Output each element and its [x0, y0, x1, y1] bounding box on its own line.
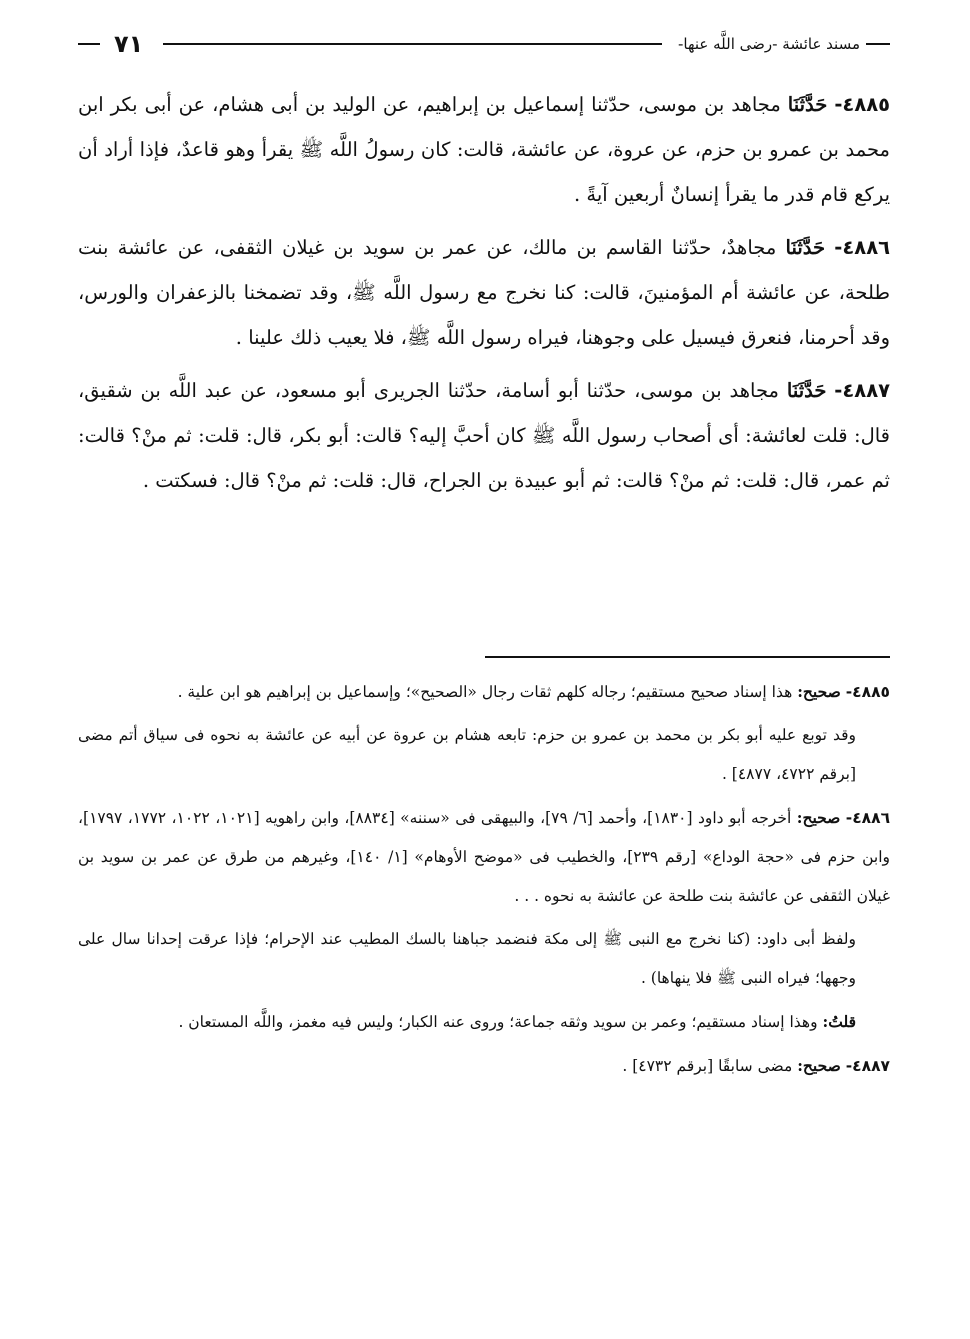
footnote-4886-comment	[78, 1002, 890, 1042]
footnote-4885	[78, 672, 890, 712]
footnote-text: أخرجه أبو داود [١٨٣٠]، وأحمد [٦/ ٧٩]، والبيهقى فى «سننه» [٨٨٣٤]، وابن راهويه [١٠٢١، ١٠٢٢، ١٧٧٢، ١٧٩٧]، وابن حزم فى «حجة الوداع» [رقم ٢٣٩]، والخطيب فى «موضح الأوهام» [١/ ١٤٠]، وغيرهم من طرق عن عمر بن سويد بن غيلان الثقفى عن عائشة بنت طلحة عن عائشة به نحوه . . .	[78, 809, 890, 905]
footnote-grade: صحيح:	[797, 1056, 841, 1075]
footnote-4887	[78, 1046, 890, 1086]
footnote-4886-abu-dawud	[78, 920, 890, 998]
footnote-text: وهذا إسناد مستقيم؛ وعمر بن سويد وثقه جماعة؛ وروى عنه الكبار؛ وليس فيه مغمز، واللَّه المستعان .	[178, 1013, 818, 1031]
hadith-text: مجاهدٌ، حدّثنا القاسم بن مالك، عن عمر بن سويد بن غيلان الثقفى، عن عائشة بنت طلحة، عن عائشة أم المؤمنينَ، قالت: كنا نخرج مع رسول اللَّه ﷺ، وقد تضمخنا بالزعفران والورس، وقد أحرمنا، فنعرق فيسيل على وجوهنا، فيراه رسول اللَّه ﷺ، فلا يعيب ذلك علينا .	[78, 236, 890, 349]
footnote-text: ولفظ أبى داود: (كنا نخرج مع النبى ﷺ إلى مكة فنضمد جباهنا بالسك المطيب عند الإحرام؛ فإذا عرقت إحدانا سال على وجهها؛ فيراه النبى ﷺ فلا ينهاها) .	[78, 930, 856, 987]
footnote-number: ٤٨٨٧-	[845, 1057, 890, 1075]
footnote-text: مضى سابقًا [برقم ٤٧٣٢] .	[622, 1057, 793, 1075]
hadith-lead: حَدَّثَنَا	[786, 379, 827, 402]
footnote-separator	[485, 656, 890, 658]
header-title: مسند عائشة -رضى اللَّه عنها-	[677, 35, 860, 53]
page-number: ٧١	[114, 30, 144, 58]
hadith-number: ٤٨٨٥-	[834, 93, 891, 116]
footnote-text: هذا إسناد صحيح مستقيم؛ رجاله كلهم ثقات رجال «الصحيح»؛ وإسماعيل بن إبراهيم هو ابن علية .	[177, 683, 793, 701]
hadith-number: ٤٨٨٦-	[834, 236, 890, 259]
running-header	[78, 26, 890, 62]
footnote-grade: صحيح:	[797, 682, 841, 701]
footnotes	[78, 672, 890, 1090]
footnote-grade: صحيح:	[796, 808, 841, 827]
footnote-text: وقد توبع عليه أبو بكر بن محمد بن عمرو بن حزم: تابعه هشام بن عروة عن أبيه عن عائشة به نحوه فى سياق أتم مضى [برقم ٤٧٢٢، ٤٨٧٧] .	[78, 726, 856, 783]
hadith-number: ٤٨٨٧-	[834, 379, 890, 402]
hadith-lead: حَدَّثَنَا	[785, 236, 826, 259]
header-dash	[866, 43, 890, 45]
header-dash	[78, 43, 100, 45]
footnote-lead: قلتُ:	[822, 1012, 856, 1031]
footnote-4885-continuation	[78, 716, 890, 794]
hadith-4885	[78, 82, 890, 217]
footnote-number: ٤٨٨٦-	[845, 809, 891, 827]
hadith-text: مجاهد بن موسى، حدّثنا أبو أسامة، حدّثنا الجريرى أبو مسعود، عن عبد اللَّه بن شقيق، قال: قلت لعائشة: أى أصحاب رسول اللَّه ﷺ كان أحبَّ إليه؟ قالت: أبو بكر، قال: قلت: ثم منْ؟ قالت: ثم عمر، قال: قلت: ثم منْ؟ قالت: ثم أبو عبيدة بن الجراح، قال: قلت: ثم منْ؟ قال: فسكتت .	[78, 379, 890, 492]
header-rule	[163, 43, 662, 45]
footnote-4886	[78, 798, 890, 916]
hadith-4886	[78, 225, 890, 360]
hadith-lead: حَدَّثَنَا	[787, 93, 828, 116]
hadith-4887	[78, 368, 890, 503]
hadith-text: مجاهد بن موسى، حدّثنا إسماعيل بن إبراهيم، عن الوليد بن أبى هشام، عن أبى بكر ابن محمد بن عمرو بن حزم، عن عروة، عن عائشة، قالت: كان رسولُ اللَّه ﷺ يقرأ وهو قاعدٌ، فإذا أراد أن يركع قام قدر ما يقرأ إنسانٌ أربعين آيةً .	[78, 93, 890, 206]
footnote-number: ٤٨٨٥-	[845, 683, 890, 701]
main-text	[78, 82, 890, 511]
